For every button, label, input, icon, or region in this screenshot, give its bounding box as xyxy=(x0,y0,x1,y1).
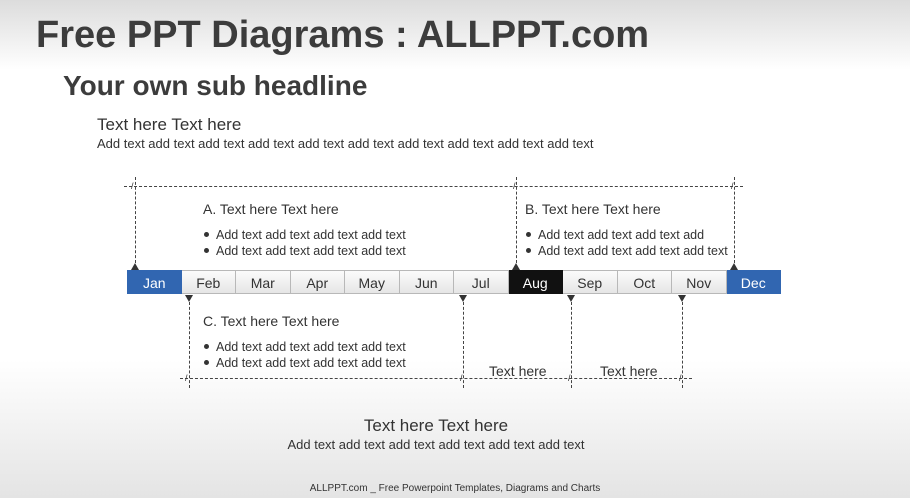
jan-marker-up xyxy=(131,263,139,270)
label-sep-nov: Text here xyxy=(600,363,658,379)
sep-marker-down xyxy=(567,295,575,302)
month-oct: Oct xyxy=(618,270,673,294)
tick-mark: / xyxy=(460,373,463,383)
month-jul: Jul xyxy=(454,270,509,294)
nov-connector xyxy=(682,302,683,388)
tick-mark: / xyxy=(731,181,734,191)
jan-connector xyxy=(135,177,136,263)
block-a-heading: A. Text here Text here xyxy=(203,201,339,217)
block-b-bullets xyxy=(525,227,728,259)
month-sep: Sep xyxy=(563,270,618,294)
jul-marker-down xyxy=(459,295,467,302)
tick-mark: / xyxy=(131,181,134,191)
label-jul-sep: Text here xyxy=(489,363,547,379)
tick-mark: / xyxy=(568,373,571,383)
block-c-bullets xyxy=(203,339,406,371)
list-item: Add text add text add text add text xyxy=(203,339,406,355)
month-aug: Aug xyxy=(509,270,564,294)
month-mar: Mar xyxy=(236,270,291,294)
intro-body: Add text add text add text add text add text add text add text add text add text add text xyxy=(97,136,594,151)
month-nov: Nov xyxy=(672,270,727,294)
month-may: May xyxy=(345,270,400,294)
nov-marker-down xyxy=(678,295,686,302)
month-jun: Jun xyxy=(400,270,455,294)
list-item: Add text add text add text add xyxy=(525,227,728,243)
dec-marker-up xyxy=(730,263,738,270)
jul-connector xyxy=(463,302,464,388)
list-item: Add text add text add text add text xyxy=(203,227,406,243)
outro-body: Add text add text add text add text add text add text xyxy=(287,437,585,452)
aug-connector xyxy=(516,177,517,263)
intro-heading: Text here Text here xyxy=(97,115,242,134)
month-timeline xyxy=(127,270,781,294)
block-c-heading: C. Text here Text here xyxy=(203,313,340,329)
tick-mark: / xyxy=(679,373,682,383)
tick-mark: / xyxy=(185,373,188,383)
list-item: Add text add text add text add text xyxy=(203,355,406,371)
page-subtitle: Your own sub headline xyxy=(63,70,368,101)
list-item: Add text add text add text add text xyxy=(203,243,406,259)
sep-connector xyxy=(571,302,572,388)
list-item: Add text add text add text add text xyxy=(525,243,728,259)
dec-connector xyxy=(734,177,735,263)
block-b-heading: B. Text here Text here xyxy=(525,201,661,217)
month-jan: Jan xyxy=(127,270,182,294)
top-dashed-line xyxy=(124,186,743,187)
month-dec: Dec xyxy=(727,270,782,294)
block-a-bullets xyxy=(203,227,406,259)
month-feb: Feb xyxy=(182,270,237,294)
feb-marker-down xyxy=(185,295,193,302)
footer: ALLPPT.com _ Free Powerpoint Templates, Diagrams and Charts xyxy=(309,483,601,494)
aug-marker-up xyxy=(512,263,520,270)
outro-heading: Text here Text here xyxy=(363,416,509,435)
tick-mark: / xyxy=(513,181,516,191)
month-apr: Apr xyxy=(291,270,346,294)
feb-connector xyxy=(189,302,190,388)
page-title: Free PPT Diagrams : ALLPPT.com xyxy=(36,14,650,56)
